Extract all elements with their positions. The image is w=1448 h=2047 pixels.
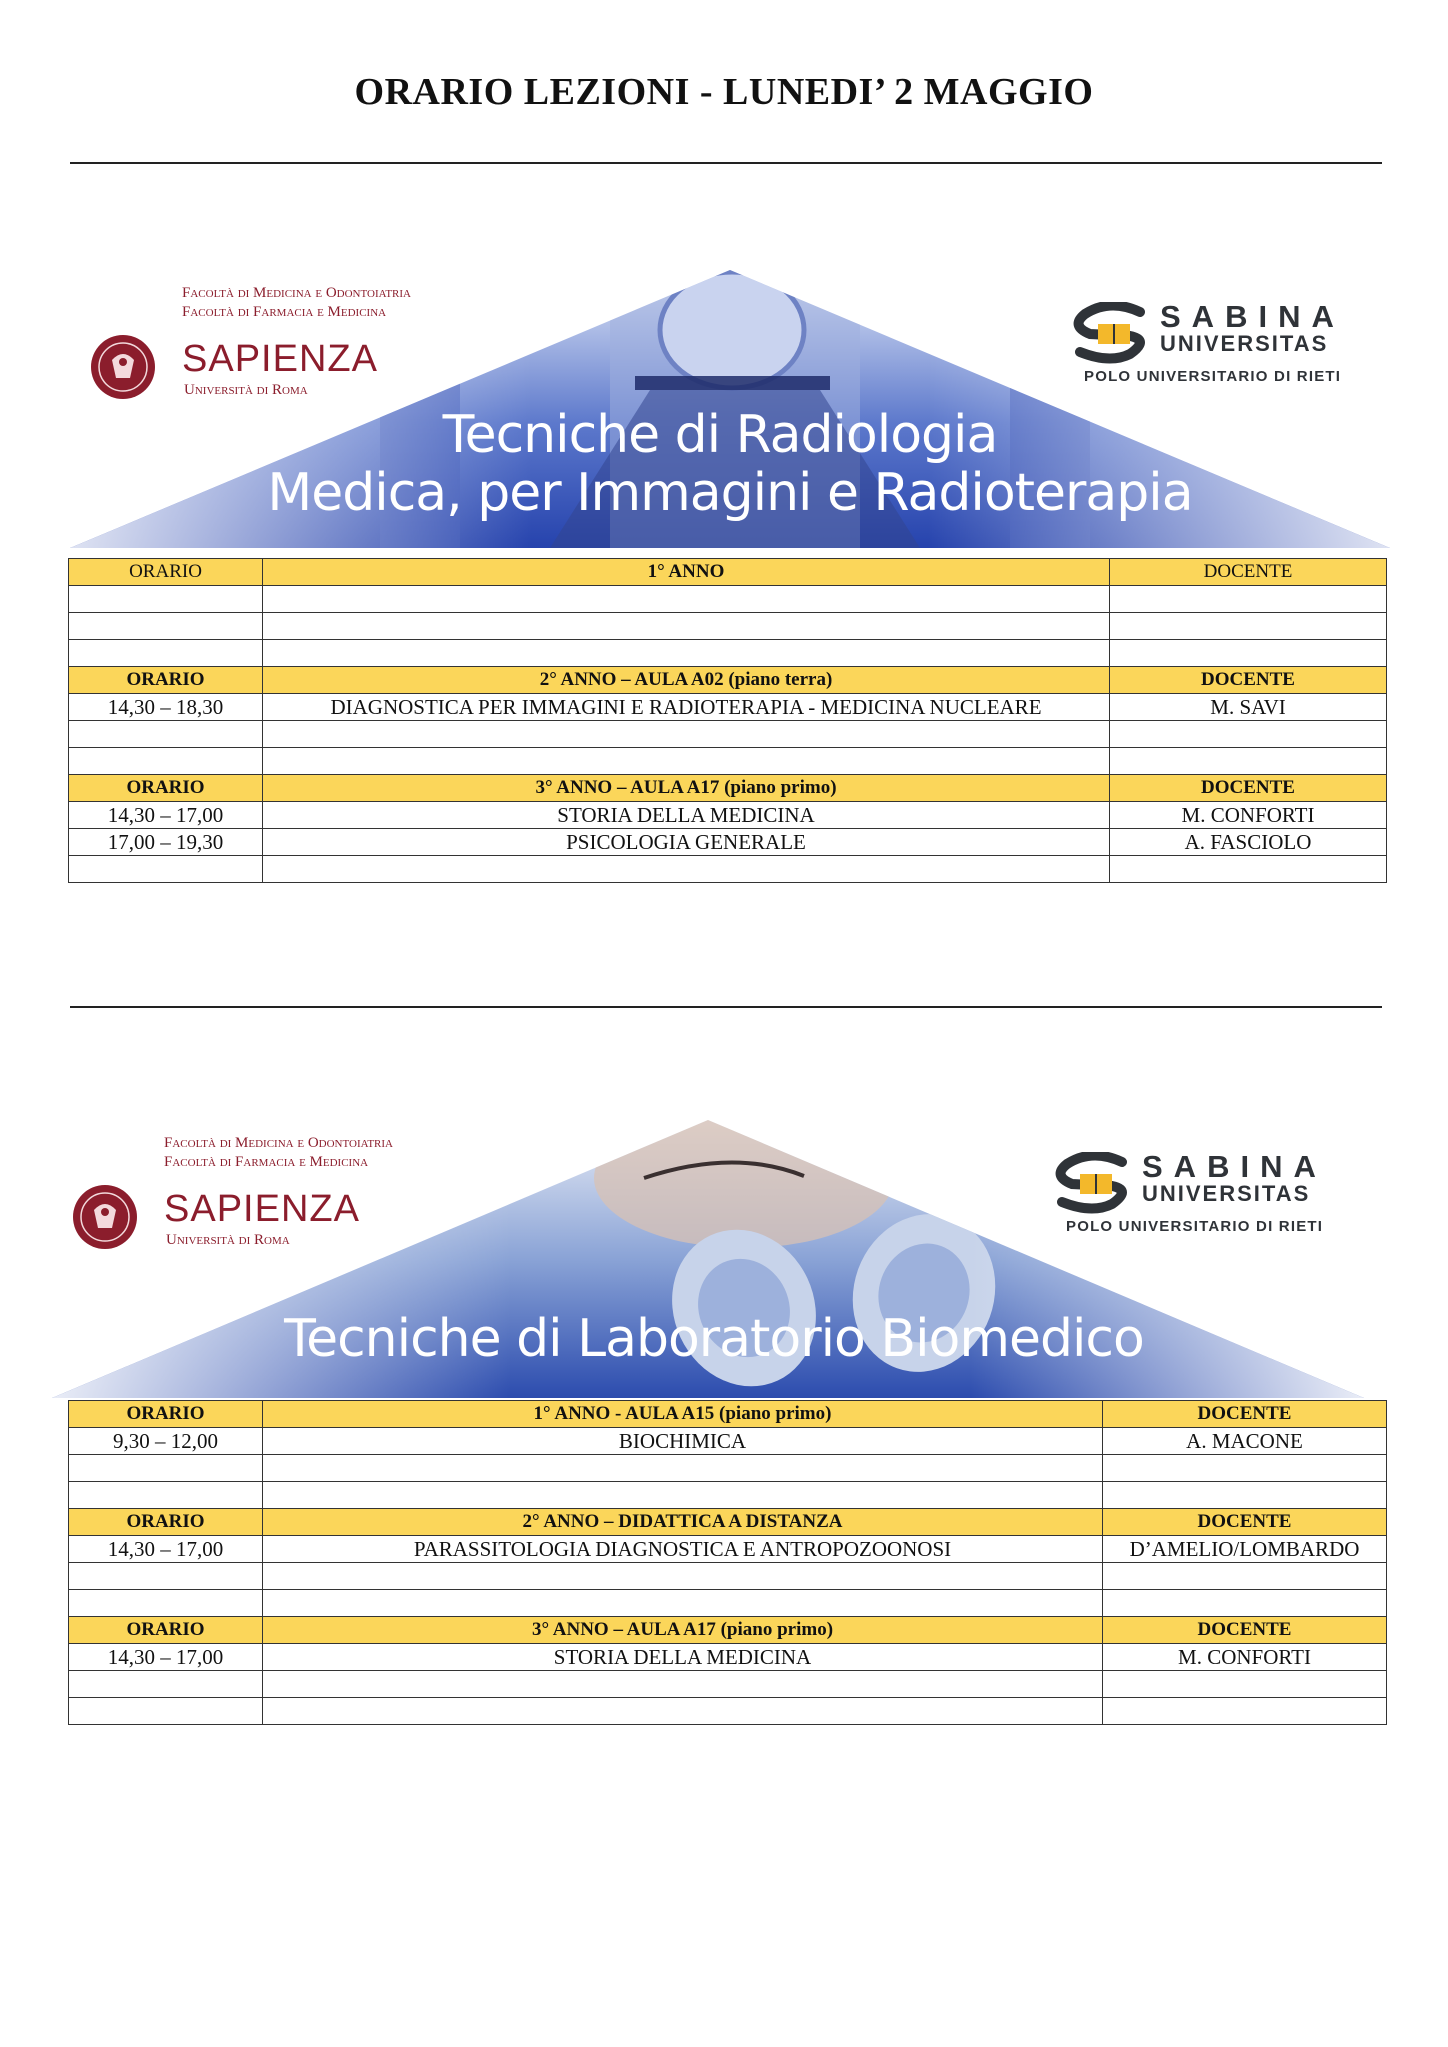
row-teacher bbox=[1103, 1455, 1387, 1482]
row-subject bbox=[263, 1482, 1103, 1509]
row-teacher bbox=[1110, 613, 1387, 640]
row-time bbox=[69, 586, 263, 613]
sabina-logo-icon bbox=[1070, 302, 1160, 366]
sapienza-sub: Università di Roma bbox=[184, 382, 308, 398]
table-row bbox=[69, 1644, 1387, 1671]
table-row bbox=[69, 829, 1387, 856]
sabina-line-2: UNIVERSITAS bbox=[1160, 331, 1329, 356]
row-teacher bbox=[1110, 748, 1387, 775]
row-time bbox=[69, 1590, 263, 1617]
header-year: 1° ANNO - AULA A15 (piano primo) bbox=[263, 1401, 1103, 1428]
header-time: ORARIO bbox=[69, 559, 263, 586]
banner-laboratorio bbox=[44, 1118, 1384, 1400]
row-subject bbox=[263, 1698, 1103, 1725]
table-row bbox=[69, 1671, 1387, 1698]
row-teacher: M. CONFORTI bbox=[1103, 1644, 1387, 1671]
header-time: ORARIO bbox=[69, 1509, 263, 1536]
row-time bbox=[69, 640, 263, 667]
row-subject: PARASSITOLOGIA DIAGNOSTICA E ANTROPOZOONOSI bbox=[263, 1536, 1103, 1563]
header-time: ORARIO bbox=[69, 1617, 263, 1644]
row-subject: DIAGNOSTICA PER IMMAGINI E RADIOTERAPIA - MEDICINA NUCLEARE bbox=[263, 694, 1110, 721]
row-teacher: A. FASCIOLO bbox=[1110, 829, 1387, 856]
row-time: 14,30 – 17,00 bbox=[69, 802, 263, 829]
sapienza-seal-icon bbox=[90, 330, 156, 404]
table-header-row bbox=[69, 559, 1387, 586]
banner-radiologia bbox=[50, 268, 1390, 550]
table-header-row bbox=[69, 1509, 1387, 1536]
header-time: ORARIO bbox=[69, 775, 263, 802]
row-teacher: M. CONFORTI bbox=[1110, 802, 1387, 829]
divider-top bbox=[70, 162, 1382, 164]
row-time: 9,30 – 12,00 bbox=[69, 1428, 263, 1455]
row-subject: STORIA DELLA MEDICINA bbox=[263, 802, 1110, 829]
sabina-logo-icon bbox=[1052, 1152, 1142, 1216]
row-time bbox=[69, 1671, 263, 1698]
sabina-line-3: POLO UNIVERSITARIO DI RIETI bbox=[1066, 1218, 1324, 1235]
header-teacher: DOCENTE bbox=[1110, 775, 1387, 802]
page-title: ORARIO LEZIONI - LUNEDI’ 2 MAGGIO bbox=[354, 71, 1094, 113]
row-time bbox=[69, 1563, 263, 1590]
table-row bbox=[69, 1482, 1387, 1509]
sapienza-seal-icon bbox=[72, 1180, 138, 1254]
header-teacher: DOCENTE bbox=[1110, 667, 1387, 694]
table-row bbox=[69, 1536, 1387, 1563]
row-teacher bbox=[1103, 1482, 1387, 1509]
table-row bbox=[69, 802, 1387, 829]
row-subject bbox=[263, 856, 1110, 883]
header-teacher: DOCENTE bbox=[1103, 1617, 1387, 1644]
table-row bbox=[69, 1698, 1387, 1725]
header-teacher: DOCENTE bbox=[1103, 1509, 1387, 1536]
row-subject bbox=[263, 1671, 1103, 1698]
table-row bbox=[69, 1428, 1387, 1455]
table-row bbox=[69, 1590, 1387, 1617]
row-time bbox=[69, 856, 263, 883]
course-title-line-1: Tecniche di Laboratorio Biomedico bbox=[284, 1309, 1144, 1369]
table-row bbox=[69, 856, 1387, 883]
sabina-line-1: SABINA bbox=[1142, 1149, 1327, 1184]
divider-middle bbox=[70, 1006, 1382, 1008]
faculty-line-1: Facoltà di Medicina e Odontoiatria bbox=[164, 1135, 393, 1151]
table-header-row bbox=[69, 775, 1387, 802]
table-header-row bbox=[69, 667, 1387, 694]
sapienza-name: SAPIENZA bbox=[182, 338, 378, 380]
row-teacher: M. SAVI bbox=[1110, 694, 1387, 721]
sabina-line-1: SABINA bbox=[1160, 299, 1345, 334]
header-year: 2° ANNO – AULA A02 (piano terra) bbox=[263, 667, 1110, 694]
row-subject: BIOCHIMICA bbox=[263, 1428, 1103, 1455]
table-row bbox=[69, 586, 1387, 613]
row-subject bbox=[263, 613, 1110, 640]
header-year: 3° ANNO – AULA A17 (piano primo) bbox=[263, 1617, 1103, 1644]
header-time: ORARIO bbox=[69, 1401, 263, 1428]
row-subject bbox=[263, 1590, 1103, 1617]
schedule-table-laboratorio bbox=[68, 1400, 1387, 1725]
table-header-row bbox=[69, 1401, 1387, 1428]
faculty-line-2: Facoltà di Farmacia e Medicina bbox=[164, 1154, 369, 1170]
row-subject: STORIA DELLA MEDICINA bbox=[263, 1644, 1103, 1671]
header-teacher: DOCENTE bbox=[1103, 1401, 1387, 1428]
row-subject bbox=[263, 721, 1110, 748]
table-row bbox=[69, 1455, 1387, 1482]
row-time bbox=[69, 1482, 263, 1509]
row-teacher: D’AMELIO/LOMBARDO bbox=[1103, 1536, 1387, 1563]
row-subject: PSICOLOGIA GENERALE bbox=[263, 829, 1110, 856]
faculty-line-2: Facoltà di Farmacia e Medicina bbox=[182, 304, 387, 320]
course-title-line-1: Tecniche di Radiologia bbox=[442, 405, 998, 465]
row-time bbox=[69, 613, 263, 640]
row-subject bbox=[263, 640, 1110, 667]
row-teacher: A. MACONE bbox=[1103, 1428, 1387, 1455]
row-time: 17,00 – 19,30 bbox=[69, 829, 263, 856]
sabina-line-3: POLO UNIVERSITARIO DI RIETI bbox=[1084, 368, 1342, 385]
table-row bbox=[69, 613, 1387, 640]
row-subject bbox=[263, 1563, 1103, 1590]
row-time bbox=[69, 721, 263, 748]
faculty-line-1: Facoltà di Medicina e Odontoiatria bbox=[182, 285, 411, 301]
table-row bbox=[69, 1563, 1387, 1590]
header-year: 1° ANNO bbox=[263, 559, 1110, 586]
row-time bbox=[69, 1455, 263, 1482]
row-subject bbox=[263, 1455, 1103, 1482]
row-time: 14,30 – 18,30 bbox=[69, 694, 263, 721]
header-year: 2° ANNO – DIDATTICA A DISTANZA bbox=[263, 1509, 1103, 1536]
row-teacher bbox=[1110, 721, 1387, 748]
row-teacher bbox=[1110, 586, 1387, 613]
row-subject bbox=[263, 748, 1110, 775]
row-teacher bbox=[1103, 1590, 1387, 1617]
row-subject bbox=[263, 586, 1110, 613]
header-year: 3° ANNO – AULA A17 (piano primo) bbox=[263, 775, 1110, 802]
row-teacher bbox=[1103, 1698, 1387, 1725]
sapienza-name: SAPIENZA bbox=[164, 1188, 360, 1230]
row-time: 14,30 – 17,00 bbox=[69, 1644, 263, 1671]
table-row bbox=[69, 748, 1387, 775]
row-time: 14,30 – 17,00 bbox=[69, 1536, 263, 1563]
schedule-table-radiologia bbox=[68, 558, 1387, 883]
course-title-line-2: Medica, per Immagini e Radioterapia bbox=[267, 463, 1193, 523]
sapienza-sub: Università di Roma bbox=[166, 1232, 290, 1248]
row-time bbox=[69, 748, 263, 775]
table-row bbox=[69, 721, 1387, 748]
header-time: ORARIO bbox=[69, 667, 263, 694]
row-teacher bbox=[1103, 1563, 1387, 1590]
header-teacher: DOCENTE bbox=[1110, 559, 1387, 586]
table-row bbox=[69, 640, 1387, 667]
row-time bbox=[69, 1698, 263, 1725]
row-teacher bbox=[1103, 1671, 1387, 1698]
table-header-row bbox=[69, 1617, 1387, 1644]
sabina-line-2: UNIVERSITAS bbox=[1142, 1181, 1311, 1206]
row-teacher bbox=[1110, 640, 1387, 667]
table-row bbox=[69, 694, 1387, 721]
row-teacher bbox=[1110, 856, 1387, 883]
